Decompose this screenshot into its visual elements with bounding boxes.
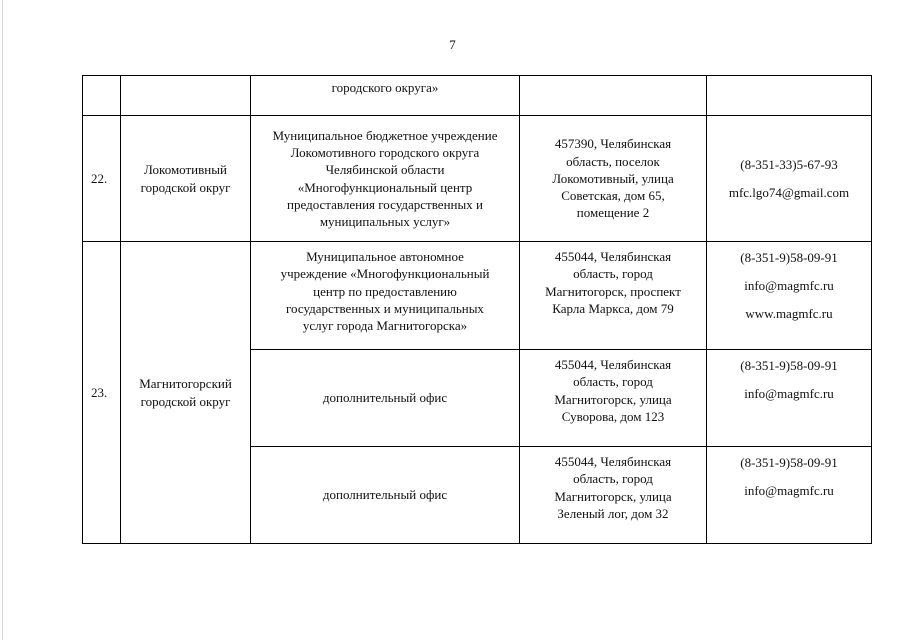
number-cell [83,76,121,116]
text-line: Магнитогорск, улица [554,488,672,504]
phone-number: (8-351-9)58-09-91 [740,358,838,373]
text-line: учреждение «Многофункциональный [280,266,490,282]
phone-number: (8-351-33)5-67-93 [740,156,838,172]
website-link[interactable]: www.magmfc.ru [745,306,833,321]
text-line: Советская, дом 65, [561,188,665,204]
address-cell [520,116,707,242]
text-line: область, город [573,471,653,487]
organization-cell [251,116,520,242]
text-line: дополнительный офис [322,487,448,503]
municipality-cell [121,76,251,116]
organization-cell [251,242,520,350]
row-number: 23. [83,242,121,544]
text-line: муниципальных услуг» [319,214,451,230]
address-cell [520,76,707,116]
text-line: помещение 2 [576,205,650,221]
text-line: государственных и муниципальных [286,300,484,316]
text-line: 457390, Челябинская [554,136,672,152]
phone-number: (8-351-9)58-09-91 [740,250,838,265]
table-row-22 [83,116,872,242]
text-line: область, город [573,374,653,390]
text-line: Челябинской области [325,162,445,178]
table-row-continuation [83,76,872,116]
text-line: услуг города Магнитогорска» [302,318,468,334]
text-line: Зеленый лог, дом 32 [557,505,669,521]
text-line: Локомотивный [144,162,227,178]
text-line: Карла Маркса, дом 79 [552,300,674,316]
text-line: Муниципальное автономное [306,249,464,264]
contacts-cell [707,116,872,242]
email-link[interactable]: info@magmfc.ru [744,278,834,293]
table-row-23 [83,242,872,350]
contacts-cell [707,447,872,544]
text-line: область, поселок [566,153,660,169]
municipality-cell [121,116,251,242]
text-line: городской округ [140,179,231,195]
text-line: Магнитогорск, улица [554,391,672,407]
organization-cell [251,447,520,544]
text-line: городской округ [140,393,231,409]
text-line: дополнительный офис [322,390,448,406]
text-line: Суворова, дом 123 [561,408,665,424]
email-link[interactable]: mfc.lgo74@gmail.com [728,184,850,200]
text-line: Магнитогорск, проспект [545,283,681,299]
text-line: Магнитогорский [139,376,232,392]
email-link[interactable]: info@magmfc.ru [744,483,834,498]
text-line: городского округа» [331,80,439,95]
text-line: 455044, Челябинская [554,357,672,372]
text-line: 455044, Челябинская [554,249,672,264]
page-number: 7 [449,37,456,52]
text-line: центр по предоставлению [313,283,457,299]
contacts-cell [707,76,872,116]
text-line: Локомотивный, улица [552,170,674,186]
organization-cell [251,350,520,447]
page-edge-line [2,0,3,640]
contacts-cell [707,350,872,447]
text-line: Локомотивного городского округа [290,144,480,160]
text-line: Муниципальное бюджетное учреждение [272,127,498,143]
row-number: 22. [83,116,121,242]
text-line: 455044, Челябинская [554,454,672,469]
text-line: «Многофункциональный центр [297,179,473,195]
organization-cell [251,76,520,116]
email-link[interactable]: info@magmfc.ru [744,386,834,401]
address-cell [520,350,707,447]
mfc-registry-table [82,75,872,544]
address-cell [520,447,707,544]
text-line: предоставления государственных и [287,196,483,212]
phone-number: (8-351-9)58-09-91 [740,455,838,470]
text-line: область, город [573,266,653,282]
contacts-cell [707,242,872,350]
address-cell [520,242,707,350]
municipality-cell [121,242,251,544]
